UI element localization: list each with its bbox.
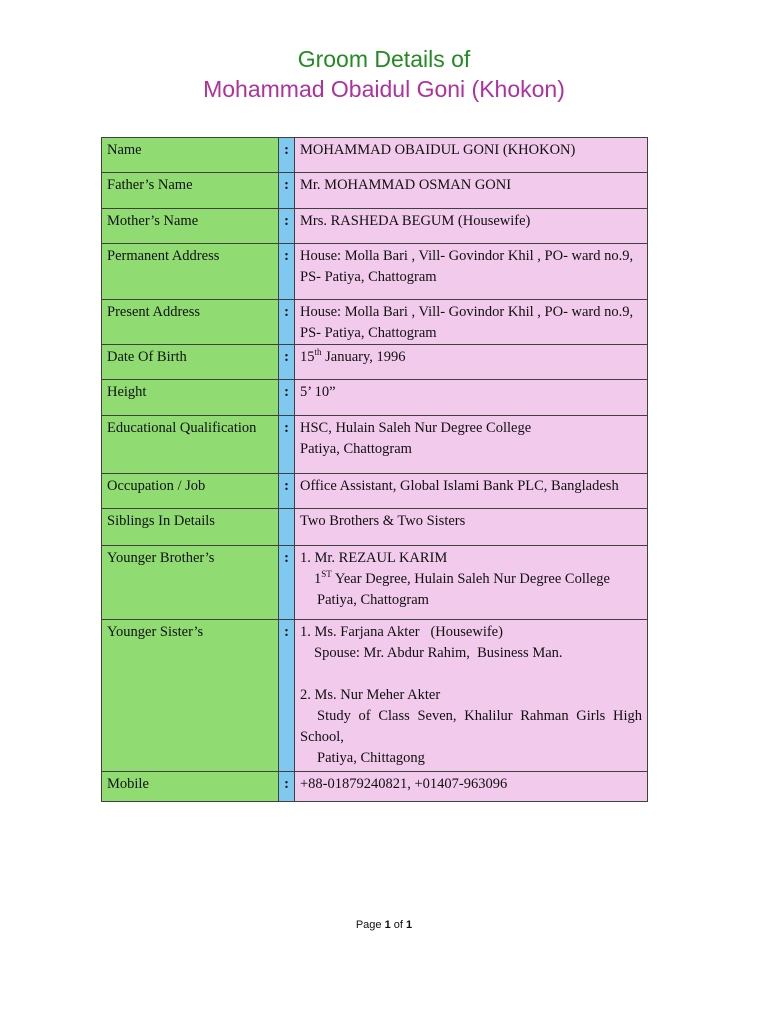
brother-year-sup: ST [321, 569, 332, 580]
dob-day: 15 [300, 349, 315, 365]
row-occupation [102, 474, 648, 509]
dob-suffix: th [314, 347, 322, 358]
colon: : [279, 772, 295, 802]
colon-blank [279, 509, 295, 546]
colon: : [279, 546, 295, 620]
label-height: Height [102, 380, 279, 416]
colon: : [279, 209, 295, 244]
sister-line1: 1. Ms. Farjana Akter (Housewife) [300, 624, 503, 640]
footer-of-word: of [390, 919, 407, 931]
education-line1: HSC, Hulain Saleh Nur Degree College [300, 420, 532, 436]
row-education [102, 416, 648, 474]
value-mother: Mrs. RASHEDA BEGUM (Housewife) [295, 209, 648, 244]
footer-page-word: Page [355, 919, 385, 931]
label-name: Name [102, 138, 279, 173]
row-dob [102, 345, 648, 380]
label-mother: Mother’s Name [102, 209, 279, 244]
label-occupation: Occupation / Job [102, 474, 279, 509]
label-education: Educational Qualification [102, 416, 279, 474]
label-father: Father’s Name [102, 173, 279, 209]
label-permanent-address: Permanent Address [102, 244, 279, 300]
details-table [101, 137, 648, 802]
row-height [102, 380, 648, 416]
education-line2: Patiya, Chattogram [300, 441, 412, 457]
value-permanent-address: House: Molla Bari , Vill- Govindor Khil , PO- ward no.9, PS- Patiya, Chattogram [295, 244, 648, 300]
colon: : [279, 416, 295, 474]
colon: : [279, 138, 295, 173]
row-sister [102, 620, 648, 772]
value-present-address: House: Molla Bari , Vill- Govindor Khil , PO- ward no.9, PS- Patiya, Chattogram [295, 300, 648, 345]
page-footer [0, 919, 768, 931]
row-name [102, 138, 648, 173]
dob-rest: January, 1996 [321, 349, 406, 365]
colon: : [279, 474, 295, 509]
label-brother: Younger Brother’s [102, 546, 279, 620]
footer-total-pages: 1 [406, 919, 413, 931]
colon: : [279, 300, 295, 345]
colon: : [279, 620, 295, 772]
sister-line3: 2. Ms. Nur Meher Akter [300, 687, 441, 703]
row-siblings [102, 509, 648, 546]
brother-line2 [300, 569, 642, 590]
brother-line1: 1. Mr. REZAUL KARIM [300, 550, 448, 566]
label-dob: Date Of Birth [102, 345, 279, 380]
colon: : [279, 173, 295, 209]
footer-current-page: 1 [384, 919, 391, 931]
row-father [102, 173, 648, 209]
value-father: Mr. MOHAMMAD OSMAN GONI [295, 173, 648, 209]
label-siblings: Siblings In Details [102, 509, 279, 546]
row-mother [102, 209, 648, 244]
row-permanent-address [102, 244, 648, 300]
colon: : [279, 380, 295, 416]
value-occupation: Office Assistant, Global Islami Bank PLC, Bangladesh [295, 474, 648, 509]
colon: : [279, 244, 295, 300]
sister-line4: Study of Class Seven, Khalilur Rahman Girls High School, [300, 708, 642, 745]
value-mobile: +88-01879240821, +01407-963096 [295, 772, 648, 802]
sister-line2: Spouse: Mr. Abdur Rahim, Business Man. [314, 645, 563, 661]
brother-year-rest: Year Degree, Hulain Saleh Nur Degree College [331, 571, 610, 587]
value-education [295, 416, 648, 474]
row-present-address [102, 300, 648, 345]
value-siblings: Two Brothers & Two Sisters [295, 509, 648, 546]
label-mobile: Mobile [102, 772, 279, 802]
label-sister: Younger Sister’s [102, 620, 279, 772]
title-line1: Groom Details of [297, 46, 471, 72]
spacer [300, 664, 642, 685]
value-dob [295, 345, 648, 380]
value-height: 5’ 10” [295, 380, 648, 416]
value-brother [295, 546, 648, 620]
sister-line5: Patiya, Chittagong [317, 750, 425, 766]
row-brother [102, 546, 648, 620]
colon: : [279, 345, 295, 380]
label-present-address: Present Address [102, 300, 279, 345]
brother-year-num: 1 [314, 571, 322, 587]
title-line2: Mohammad Obaidul Goni (Khokon) [203, 76, 565, 102]
brother-line3: Patiya, Chattogram [317, 592, 429, 608]
row-mobile [102, 772, 648, 802]
value-sister [295, 620, 648, 772]
value-name: MOHAMMAD OBAIDUL GONI (KHOKON) [295, 138, 648, 173]
